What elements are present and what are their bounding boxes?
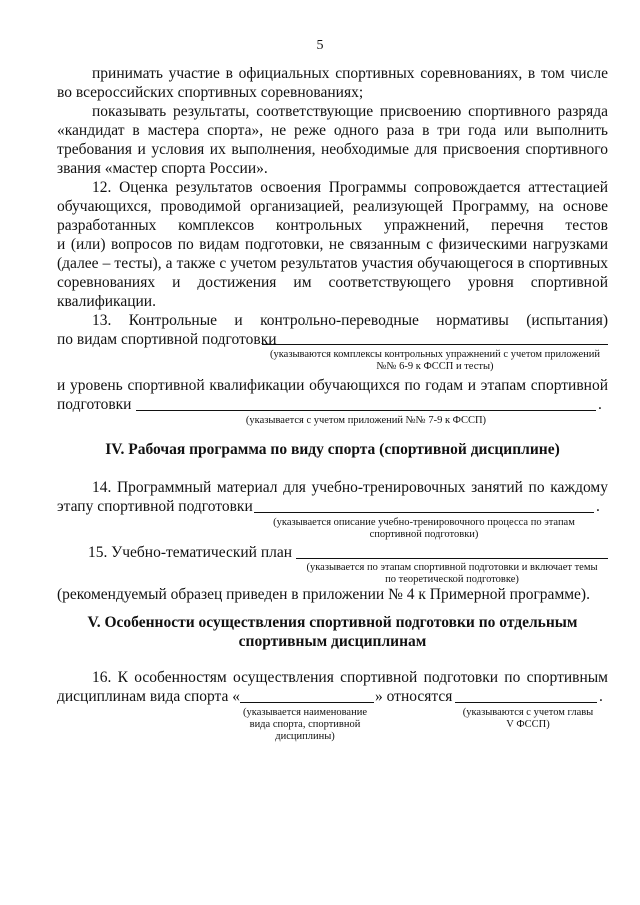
section-heading: IV. Рабочая программа по виду спорта (спортивной дисциплине) xyxy=(105,441,560,458)
blank-caption: (указывается с учетом приложений №№ 7-9 к ФССП) xyxy=(245,415,487,426)
fill-in-blank xyxy=(136,410,596,411)
blank-caption: (указывается наименование xyxy=(243,707,367,718)
paragraph-line: 14. Программный материал для учебно-тренировочных занятий по каждому xyxy=(92,479,608,496)
paragraph-line: обучающихся, проводимой организацией, реализующей Программу, на основе xyxy=(57,198,608,215)
paragraph-line: этапу спортивной подготовки xyxy=(57,498,253,515)
paragraph-line: 12. Оценка результатов освоения Программы сопровождается аттестацией xyxy=(92,179,608,196)
fill-in-blank xyxy=(455,702,597,703)
blank-caption: дисциплины) xyxy=(275,731,335,742)
paragraph-line: «кандидат в мастера спорта», не реже одного раза в три года или выполнить xyxy=(57,122,608,139)
paragraph-line: требования и условия их выполнения, необходимые для присвоения спортивного xyxy=(57,141,608,158)
paragraph-line: и уровень спортивной квалификации обучающихся по годам и этапам спортивной xyxy=(57,377,608,394)
paragraph-line: дисциплинам вида спорта « xyxy=(57,688,241,705)
paragraph-line: » относятся xyxy=(375,688,453,705)
paragraph-line: (далее – тесты), а также с учетом результатов участия обучающегося в спортивных xyxy=(57,255,608,272)
fill-in-blank xyxy=(254,512,594,513)
blank-caption: №№ 6-9 к ФССП и тесты) xyxy=(376,361,494,372)
blank-caption: (указываются с учетом главы xyxy=(462,707,594,718)
blank-caption: по теоретической подготовке) xyxy=(385,574,519,585)
paragraph-line: принимать участие в официальных спортивных соревнованиях, в том числе xyxy=(92,65,608,82)
blank-caption: спортивной подготовки) xyxy=(369,529,479,540)
paragraph-line: подготовки xyxy=(57,396,132,413)
punctuation: . xyxy=(596,498,600,515)
blank-caption: V ФССП) xyxy=(506,719,550,730)
fill-in-blank xyxy=(296,558,608,559)
paragraph-line: 13. Контрольные и контрольно-переводные нормативы (испытания) xyxy=(92,312,608,329)
paragraph-line: квалификации. xyxy=(57,293,156,310)
paragraph-line: 15. Учебно-тематический план xyxy=(88,544,293,561)
page-number: 5 xyxy=(316,38,324,53)
punctuation: . xyxy=(599,688,603,705)
paragraph-line: во всероссийских спортивных соревнованиях; xyxy=(57,84,364,101)
paragraph-line: показывать результаты, соответствующие присвоению спортивного разряда xyxy=(92,103,608,120)
blank-caption: вида спорта, спортивной xyxy=(249,719,361,730)
fill-in-blank xyxy=(262,344,608,345)
fill-in-blank xyxy=(240,702,374,703)
paragraph-line: (рекомендуемый образец приведен в приложении № 4 к Примерной программе). xyxy=(57,586,590,603)
punctuation: . xyxy=(598,396,602,413)
blank-caption: (указывается по этапам спортивной подготовки и включает темы xyxy=(306,562,598,573)
paragraph-line: звания «мастер спорта России». xyxy=(57,160,268,177)
section-heading: V. Особенности осуществления спортивной подготовки по отдельным xyxy=(87,614,578,631)
blank-caption: (указывается описание учебно-тренировочного процесса по этапам xyxy=(273,517,575,528)
paragraph-line: по видам спортивной подготовки xyxy=(57,331,277,348)
paragraph-line: соревнованиях и достижения им соответствующего уровня спортивной xyxy=(57,274,608,291)
paragraph-line: и (или) вопросов по видам подготовки, не связанным с физическими нагрузками xyxy=(57,236,608,253)
blank-caption: (указываются комплексы контрольных упражнений с учетом приложений xyxy=(269,349,601,360)
paragraph-line: разработанных комплексов контрольных упражнений, перечня тестов xyxy=(57,217,608,234)
section-heading: спортивным дисциплинам xyxy=(238,633,427,650)
paragraph-line: 16. К особенностям осуществления спортивной подготовки по спортивным xyxy=(92,669,608,686)
